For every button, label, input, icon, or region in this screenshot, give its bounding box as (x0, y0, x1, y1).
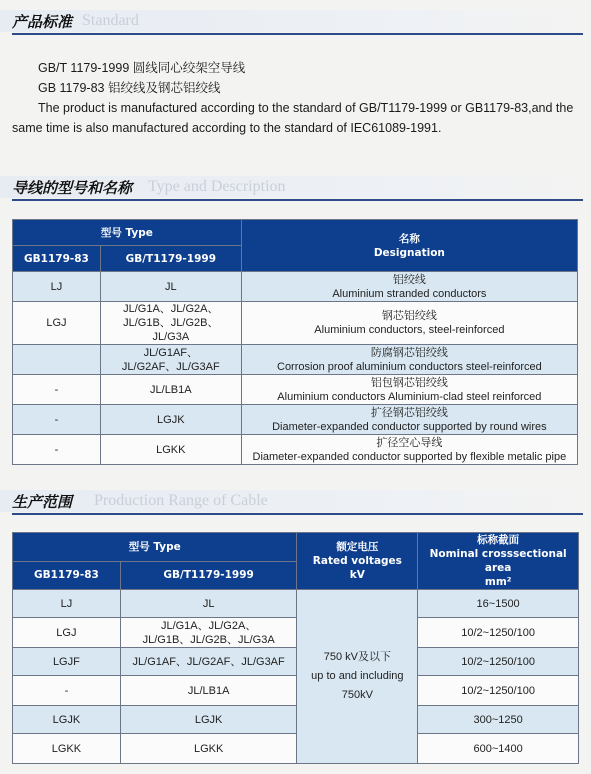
table-row (13, 590, 579, 618)
range-table (12, 532, 579, 764)
gbt-cell: JL (120, 590, 297, 618)
designation-cell (241, 345, 577, 375)
designation-cell (241, 302, 577, 345)
table-row (13, 345, 578, 375)
gb83-header: GB1179-83 (13, 246, 101, 272)
gb83-cell: LGJF (13, 648, 121, 676)
table-row (13, 405, 578, 435)
table-row (13, 706, 579, 734)
gb83-cell: - (13, 435, 101, 465)
designation-cell (241, 272, 577, 302)
designation-cell (241, 375, 577, 405)
voltage-cell (297, 590, 418, 764)
range-gb83-header: GB1179-83 (13, 561, 121, 590)
designation-cell (241, 435, 577, 465)
standard-heading (0, 10, 591, 38)
type-table (12, 219, 578, 465)
standard-line-1: GB/T 1179-1999 圆线同心绞架空导线 (38, 61, 246, 75)
area-cell: 16~1500 (418, 590, 579, 618)
gb83-cell: LGJK (13, 706, 121, 734)
standard-heading-cn: 产品标准 (12, 13, 73, 31)
gbt-cell: JL/G1A、JL/G2A、JL/G1B、JL/G2B、JL/G3A (100, 302, 241, 345)
range-heading-en: Production Range of Cable (94, 492, 268, 509)
gbt-cell: JL/G1AF、JL/G2AF、JL/G3AF (120, 648, 297, 676)
voltage-header-unit: kV (349, 569, 365, 581)
table-row (13, 618, 579, 648)
gbt-cell: JL (100, 272, 241, 302)
gb83-cell: - (13, 676, 121, 706)
area-header-unit: mm² (484, 576, 512, 588)
gb83-cell: - (13, 375, 101, 405)
designation-cn: 扩径钢芯铝绞线 (370, 406, 448, 419)
standard-paragraph: The product is manufactured according to the standard of GB/T1179-1999 or GB1179-83,and the same time is also manufactured according to the standard of IEC61089-1991. (12, 101, 574, 135)
gb83-cell: LGKK (13, 734, 121, 764)
standard-heading-en: Standard (82, 12, 139, 29)
gbt-cell: LGJK (120, 706, 297, 734)
designation-en: Diameter-expanded conductor supported by round wires (272, 420, 547, 433)
gbt-cell: JL/LB1A (120, 676, 297, 706)
gbt-cell: LGJK (100, 405, 241, 435)
voltage-en: up to and including (311, 670, 404, 682)
designation-cn: 钢芯铝绞线 (381, 310, 437, 322)
area-header-cn: 标称截面 (477, 534, 520, 546)
gb83-cell: LJ (13, 272, 101, 302)
designation-en: Diameter-expanded conductor supported by flexible metalic pipe (252, 450, 567, 463)
table-row (13, 676, 579, 706)
range-gbt-header: GB/T1179-1999 (120, 561, 297, 590)
table-row (13, 302, 578, 345)
type-header: 型号 Type (13, 220, 242, 246)
area-cell: 300~1250 (418, 706, 579, 734)
voltage-header-en: Rated voltages (312, 555, 402, 567)
designation-cn: 铝绞线 (392, 273, 426, 286)
type-heading-cn: 导线的型号和名称 (12, 179, 133, 197)
area-header (418, 533, 579, 590)
gbt-cell: JL/G1AF、JL/G2AF、JL/G3AF (100, 345, 241, 375)
designation-header-cn: 名称 (398, 232, 420, 245)
designation-cell (241, 405, 577, 435)
type-heading (0, 176, 591, 204)
voltage-header (297, 533, 418, 590)
table-row (13, 375, 578, 405)
voltage-header-cn: 额定电压 (336, 541, 379, 553)
voltage-value: 750kV (341, 689, 373, 701)
area-cell: 10/2~1250/100 (418, 648, 579, 676)
range-heading-cn: 生产范围 (12, 493, 73, 511)
gbt-cell: JL/G1A、JL/G2A、JL/G1B、JL/G2B、JL/G3A (120, 618, 297, 648)
gb83-cell: LJ (13, 590, 121, 618)
gbt-cell: LGKK (120, 734, 297, 764)
gb83-cell: - (13, 405, 101, 435)
gb83-cell: LGJ (13, 618, 121, 648)
table-row (13, 272, 578, 302)
designation-cn: 铝包钢芯铝绞线 (370, 376, 448, 389)
voltage-cn: 750 kV及以下 (323, 651, 391, 663)
designation-cn: 防腐钢芯铝绞线 (370, 346, 448, 359)
area-cell: 600~1400 (418, 734, 579, 764)
gbt-header: GB/T1179-1999 (100, 246, 241, 272)
designation-en: Aluminium conductors, steel-reinforced (314, 324, 505, 336)
table-row (13, 648, 579, 676)
area-header-en: Nominal crosssectional area (429, 548, 567, 574)
designation-header-en: Designation (373, 246, 445, 259)
designation-en: Aluminium conductors Aluminium-clad steel reinforced (277, 390, 542, 403)
designation-en: Corrosion proof aluminium conductors steel-reinforced (277, 360, 542, 373)
gb83-cell (13, 345, 101, 375)
type-heading-en: Type and Description (148, 178, 286, 195)
table-row (13, 734, 579, 764)
area-cell: 10/2~1250/100 (418, 676, 579, 706)
designation-en: Aluminium stranded conductors (332, 287, 487, 300)
gb83-cell: LGJ (13, 302, 101, 345)
area-cell: 10/2~1250/100 (418, 618, 579, 648)
standard-line-2: GB 1179-83 铝绞线及钢芯铝绞线 (38, 81, 221, 95)
designation-cn: 扩径空心导线 (376, 436, 443, 449)
gbt-cell: JL/LB1A (100, 375, 241, 405)
designation-header (241, 220, 577, 272)
gbt-cell: LGKK (100, 435, 241, 465)
table-row (13, 435, 578, 465)
range-heading (0, 490, 591, 518)
range-type-header: 型号 Type (13, 533, 297, 562)
